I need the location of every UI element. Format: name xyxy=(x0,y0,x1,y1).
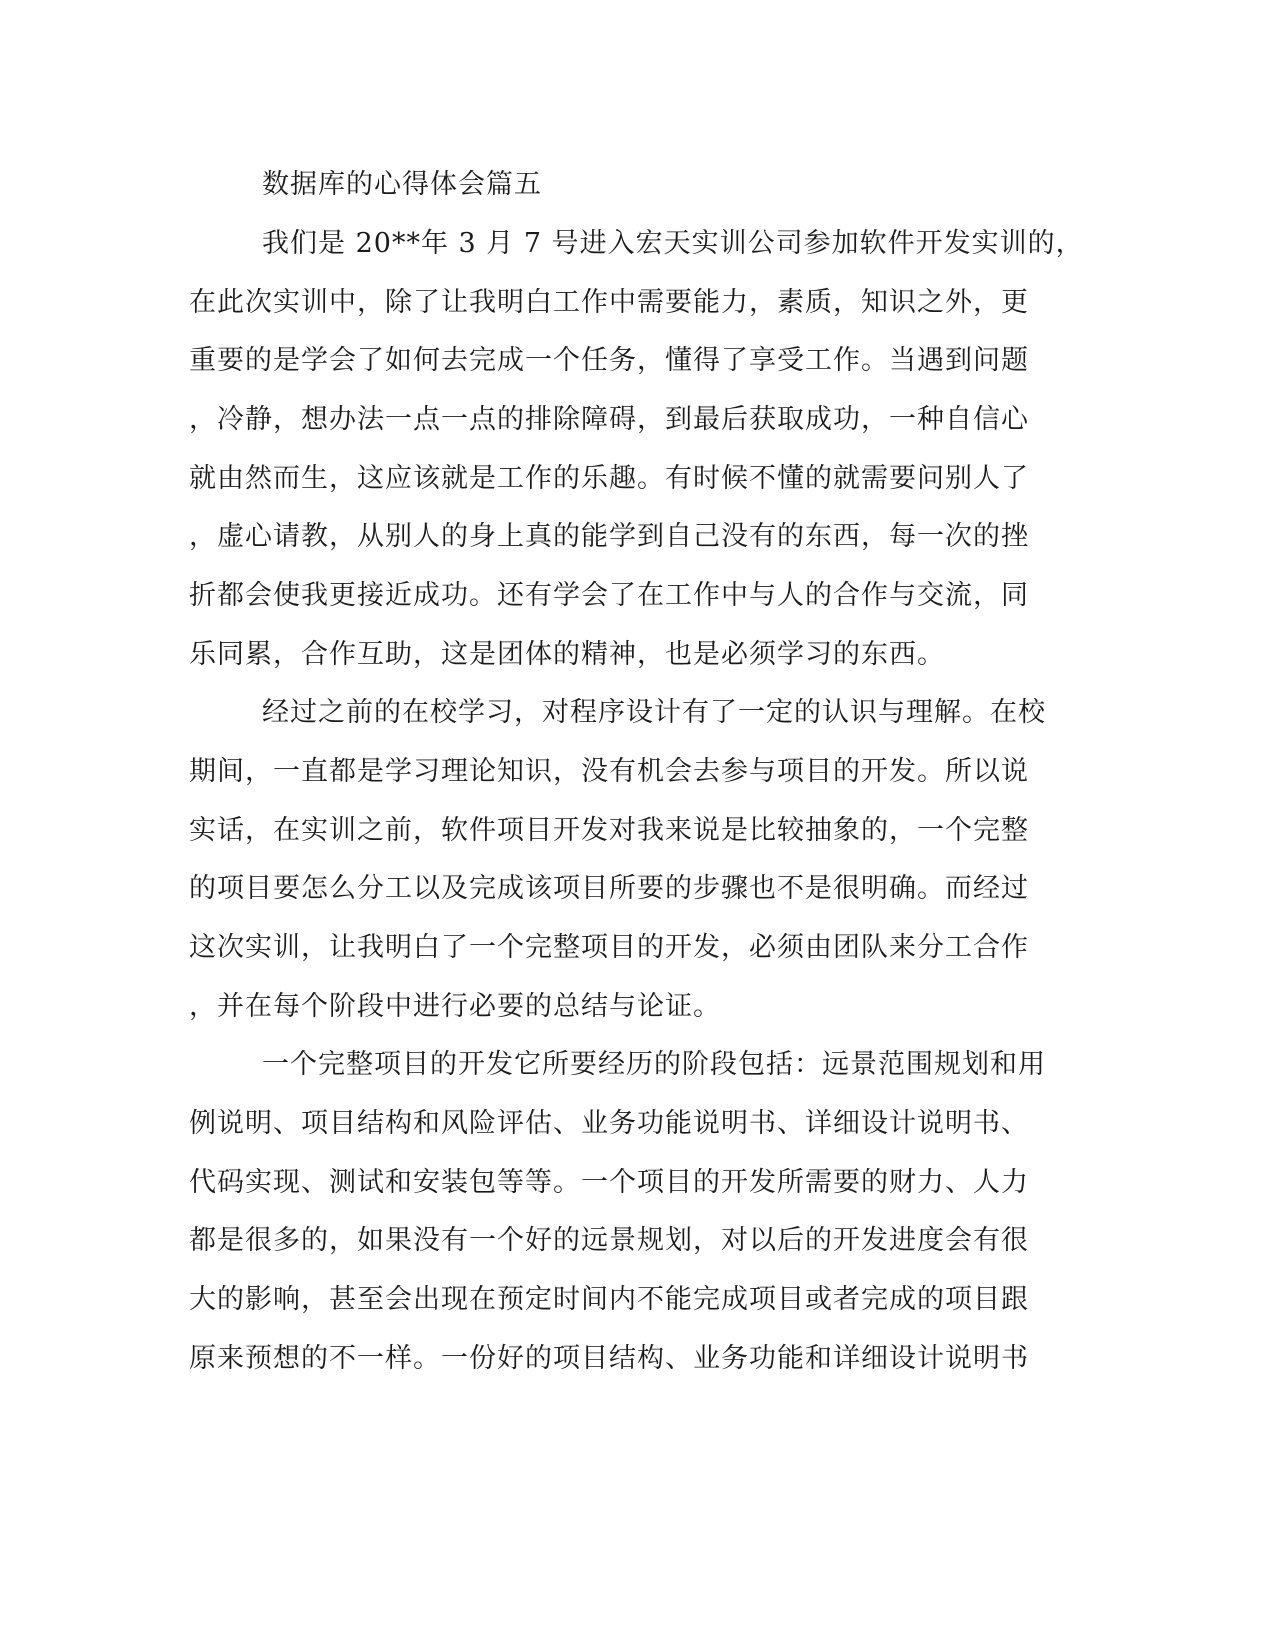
paragraph-1-line-4: ，冷静，想办法一点一点的排除障碍，到最后获取成功，一种自信心 xyxy=(189,404,1029,435)
paragraph-1-line-8: 乐同累，合作互助，这是团体的精神，也是必须学习的东西。 xyxy=(189,639,945,670)
paragraph-2-line-1: 经过之前的在校学习，对程序设计有了一定的认识与理解。在校 xyxy=(262,697,1046,728)
paragraph-2-line-3: 实话，在实训之前，软件项目开发对我来说是比较抽象的，一个完整 xyxy=(189,815,1029,846)
paragraph-1-line-6: ，虚心请教，从别人的身上真的能学到自己没有的东西，每一次的挫 xyxy=(189,521,1029,552)
paragraph-3-line-3: 代码实现、测试和安装包等等。一个项目的开发所需要的财力、人力 xyxy=(189,1167,1029,1198)
paragraph-2-line-6: ，并在每个阶段中进行必要的总结与论证。 xyxy=(189,991,721,1022)
paragraph-1-line-5: 就由然而生，这应该就是工作的乐趣。有时候不懂的就需要问别人了 xyxy=(189,463,1029,494)
document-title: 数据库的心得体会篇五 xyxy=(262,169,542,200)
paragraph-3-line-4: 都是很多的，如果没有一个好的远景规划，对以后的开发进度会有很 xyxy=(189,1225,1029,1256)
paragraph-1-line-3: 重要的是学会了如何去完成一个任务，懂得了享受工作。当遇到问题 xyxy=(189,345,1029,376)
paragraph-3-line-1: 一个完整项目的开发它所要经历的阶段包括：远景范围规划和用 xyxy=(262,1049,1046,1080)
paragraph-1-line-2: 在此次实训中，除了让我明白工作中需要能力，素质，知识之外，更 xyxy=(189,287,1029,318)
paragraph-2-line-2: 期间，一直都是学习理论知识，没有机会去参与项目的开发。所以说 xyxy=(189,756,1029,787)
paragraph-1-line-1: 我们是 20**年 3 月 7 号进入宏天实训公司参加软件开发实训的， xyxy=(262,228,1084,259)
paragraph-3-line-6: 原来预想的不一样。一份好的项目结构、业务功能和详细设计说明书 xyxy=(189,1343,1029,1374)
paragraph-3-line-2: 例说明、项目结构和风险评估、业务功能说明书、详细设计说明书、 xyxy=(189,1108,1029,1139)
paragraph-1-line-7: 折都会使我更接近成功。还有学会了在工作中与人的合作与交流，同 xyxy=(189,580,1029,611)
paragraph-2-line-4: 的项目要怎么分工以及完成该项目所要的步骤也不是很明确。而经过 xyxy=(189,873,1029,904)
paragraph-3-line-5: 大的影响，甚至会出现在预定时间内不能完成项目或者完成的项目跟 xyxy=(189,1284,1029,1315)
paragraph-2-line-5: 这次实训，让我明白了一个完整项目的开发，必须由团队来分工合作 xyxy=(189,932,1029,963)
